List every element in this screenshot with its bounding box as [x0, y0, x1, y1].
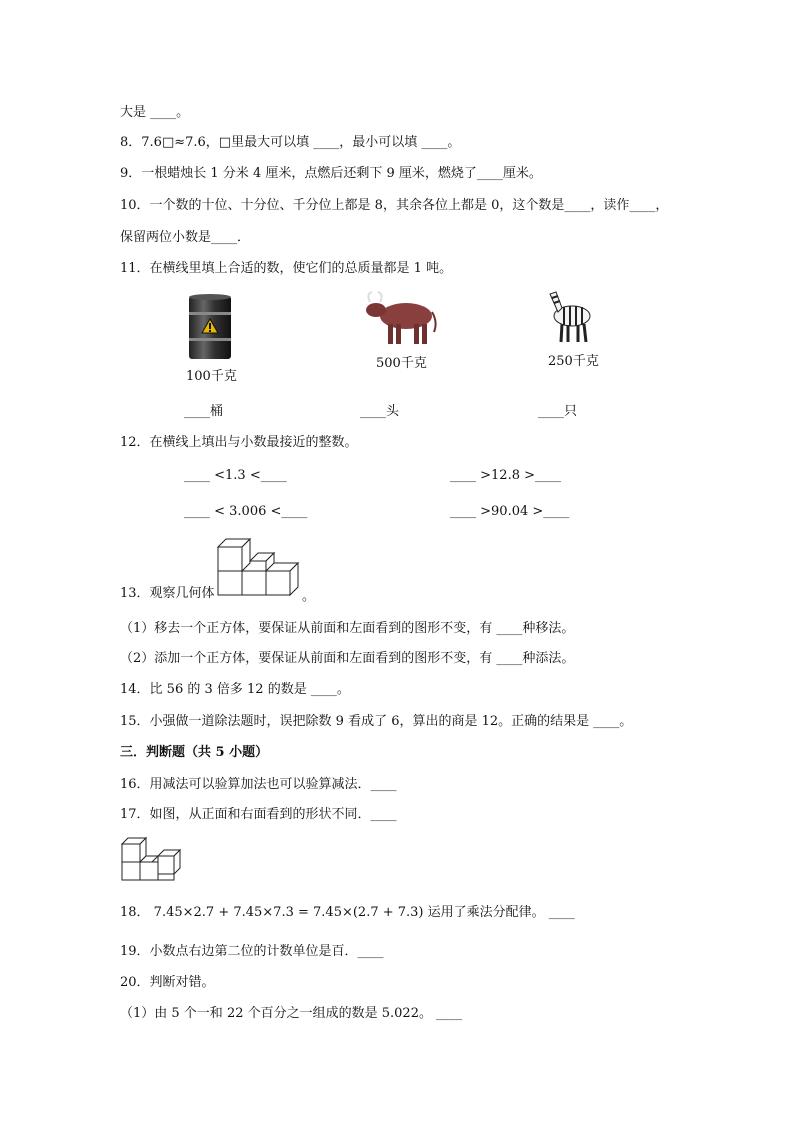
- q12-row1-right[interactable]: ____ >12.8 >____: [450, 468, 561, 483]
- question-13-part2: （2）添加一个正方体，要保证从前面和左面看到的图形不变，有 ____种添法。: [120, 651, 575, 666]
- cube-solid-figure: [216, 537, 302, 597]
- q13-period: 。: [302, 589, 316, 604]
- question-18: 18． 7.45×2.7 + 7.45×7.3 = 7.45×(2.7 + 7.3) 运用了乘法分配律。 ____: [120, 905, 575, 920]
- q7-tail: 大是 ____。: [120, 105, 190, 120]
- section-title-judgement: 三．判断题（共 5 小题）: [120, 745, 269, 760]
- question-15: 15．小强做一道除法题时，误把除数 9 看成了 6，算出的商是 12。正确的结果是 ____。: [120, 714, 633, 729]
- oil-barrel-icon: [186, 292, 234, 362]
- question-16: 16．用减法可以验算加法也可以验算减法．____: [120, 777, 397, 792]
- cow-icon: [362, 290, 440, 348]
- q12-row2-left[interactable]: ____ < 3.006 <____: [184, 504, 308, 519]
- question-20-part1: （1）由 5 个一和 22 个百分之一组成的数是 5.022。 ____: [120, 1006, 463, 1021]
- q12-row2-right[interactable]: ____ >90.04 >____: [450, 504, 570, 519]
- question-10-line1: 10．一个数的十位、十分位、千分位上都是 8，其余各位上都是 0，这个数是____，读作____，: [120, 198, 669, 213]
- question-8: 8．7.6□≈7.6，□里最大可以填 ____，最小可以填 ____。: [120, 135, 461, 150]
- barrel-weight-label: 100千克: [186, 369, 237, 384]
- q17-cube-figure: [120, 836, 182, 886]
- question-10-line2: 保留两位小数是____．: [120, 230, 251, 245]
- barrel-answer[interactable]: ____桶: [184, 404, 224, 419]
- question-12: 12．在横线上填出与小数最接近的整数。: [120, 435, 358, 450]
- cow-weight-label: 500千克: [376, 356, 427, 371]
- q12-row1-left[interactable]: ____ <1.3 <____: [184, 468, 287, 483]
- zebra-icon: [540, 288, 598, 344]
- question-13: 13．观察几何体: [120, 586, 215, 601]
- question-20: 20．判断对错。: [120, 975, 215, 990]
- zebra-weight-label: 250千克: [548, 354, 599, 369]
- question-11: 11．在横线里填上合适的数，使它们的总质量都是 1 吨。: [120, 261, 453, 276]
- question-19: 19．小数点右边第二位的计数单位是百．____: [120, 944, 384, 959]
- question-13-part1: （1）移去一个正方体，要保证从前面和左面看到的图形不变，有 ____种移法。: [120, 621, 575, 636]
- cow-answer[interactable]: ____头: [360, 404, 400, 419]
- question-9: 9．一根蜡烛长 1 分米 4 厘米，点燃后还剩下 9 厘米，燃烧了____厘米。: [120, 166, 542, 181]
- question-14: 14．比 56 的 3 倍多 12 的数是 ____。: [120, 682, 350, 697]
- question-17: 17．如图，从正面和右面看到的形状不同．____: [120, 807, 397, 822]
- zebra-answer[interactable]: ____只: [538, 404, 578, 419]
